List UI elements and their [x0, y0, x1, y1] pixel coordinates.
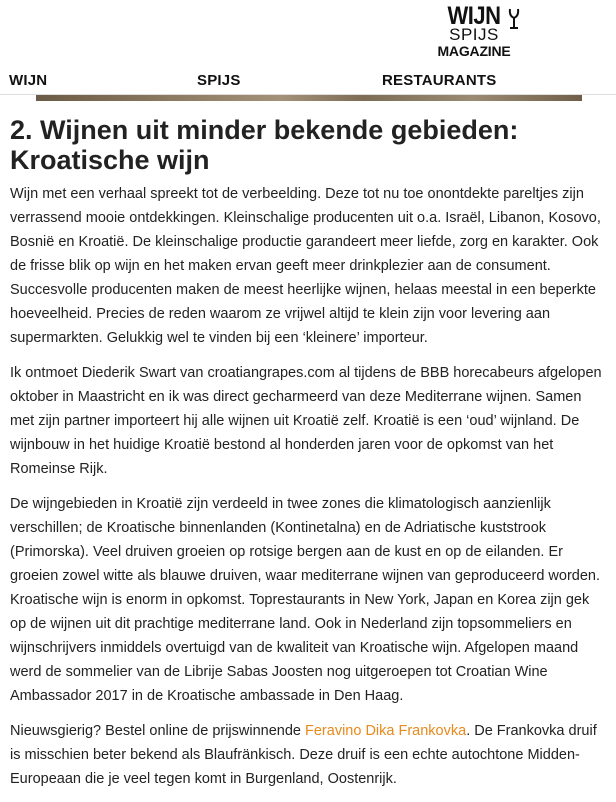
product-link[interactable]: Feravino Dika Frankovka — [305, 723, 467, 739]
hero-image — [36, 95, 582, 101]
nav-item-spijs[interactable]: SPIJS — [197, 72, 241, 89]
logo-line-1: WIJN — [447, 1, 501, 30]
paragraph-4-rest: . De Frankovka druif is misschien beter bekend als Blaufränkisch. Deze druif is een echte autochtone Midden-Europeaan die je veel tegen komt in Burgenland, Oostenrijk. — [10, 723, 597, 787]
site-logo[interactable] — [434, 1, 514, 62]
main-nav — [0, 68, 616, 95]
logo-line-3: MAGAZINE — [437, 43, 511, 59]
article-body — [10, 115, 608, 802]
paragraph-1: Wijn met een verhaal spreekt tot de verbeelding. Deze tot nu toe onontdekte pareltjes zijn verrassend mooie ontdekkingen. Kleinschalige producenten uit o.a. Israël, Libanon, Kosovo, Bosnië en Kroatië. De kleinschalige productie garandeert meer liefde, zorg en karakter. Ook de frisse blik op wijn en het maken ervan geeft meer drinkplezier aan de consument. Succesvolle producenten maken de meest heerlijke wijnen, helaas meestal in een beperkte hoeveelheid. Precies de reden waarom ze vrijwel altijd te klein zijn voor levering aan supermarkten. Gelukkig wel te vinden bij een ‘kleinere’ importeur. — [10, 186, 601, 346]
paragraph-4 — [10, 719, 608, 791]
nav-item-restaurants[interactable]: RESTAURANTS — [382, 72, 497, 89]
paragraph-3: De wijngebieden in Kroatië zijn verdeeld in twee zones die klimatologisch aanzienlijk verschillen; de Kroatische binnenlanden (Kontinetalna) en de Adriatische kuststrook (Primorska). Veel druiven groeien op rotsige bergen aan de kust en op de eilanden. Er groeien zowel witte als blauwe druiven, waar mediterrane wijnen van geproduceerd worden. Kroatische wijn is enorm in opkomst. Toprestaurants in New York, Japan en Korea zijn gek op de wijnen uit dit prachtige mediterrane land. Ook in Nederland zijn topsommeliers en wijnschrijvers inmiddels overtuigd van de kwaliteit van Kroatische wijn. Afgelopen maand werd de sommelier van de Librije Sabas Joosten nog uitgeroepen tot Croatian Wine Ambassador 2017 in de Kroatische ambassade in Den Haag. — [10, 496, 600, 704]
wine-glass-icon — [508, 8, 520, 30]
logo-line-2: SPIJS — [449, 25, 499, 44]
paragraph-2: Ik ontmoet Diederik Swart van croatiangrapes.com al tijdens de BBB horecabeurs afgelopen oktober in Maastricht en ik was direct gecharmeerd van deze Mediterrane wijnen. Samen met zijn partner importeert hij alle wijnen uit Kroatië zelf. Kroatië is een ‘oud’ wijnland. De wijnbouw in het huidige Kroatië bestond al honderden jaren voor de opkomst van het Romeinse Rijk. — [10, 365, 602, 477]
article-title: 2. Wijnen uit minder bekende gebieden: Kroatische wijn — [10, 115, 519, 175]
nav-item-wijn[interactable]: WIJN — [9, 72, 48, 89]
paragraph-4-intro: Nieuwsgierig? Bestel online de prijswinnende — [10, 723, 306, 739]
